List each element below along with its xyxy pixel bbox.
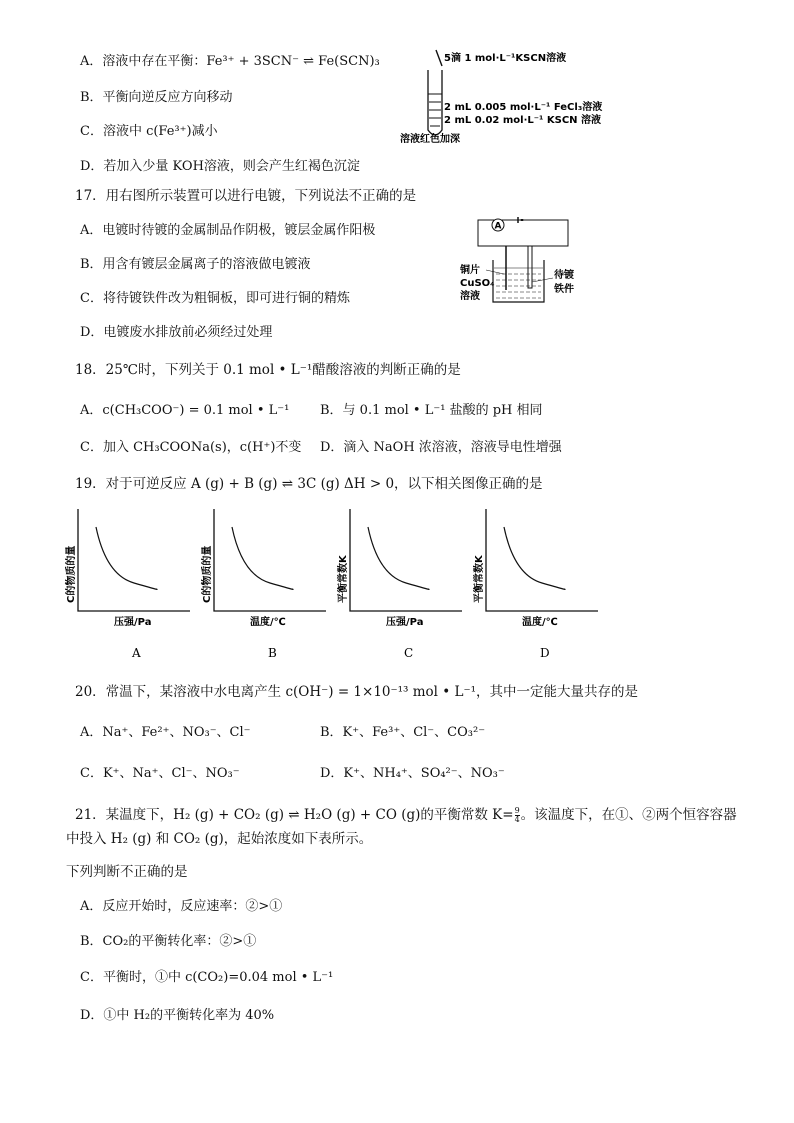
- q19-graph-ylabel: C的物质的量: [66, 545, 77, 603]
- q19-graphs: [62, 505, 622, 665]
- q17-plating-label-2: 铁件: [554, 284, 574, 295]
- q19-graph-letter: B: [268, 646, 277, 660]
- q19-graph-axes: [78, 509, 190, 611]
- q20-option-a: A．Na⁺、Fe²⁺、NO₃⁻、Cl⁻: [80, 725, 251, 740]
- q19-graph-ylabel: 平衡常数K: [338, 555, 349, 603]
- q17-ammeter-label: A: [494, 221, 502, 232]
- q16-drop-label: 5滴 1 mol·L⁻¹KSCN溶液: [444, 53, 567, 64]
- q17-plating-label-1: 待镀: [554, 270, 574, 281]
- q17-copper-label: 铜片: [460, 265, 480, 276]
- q21-k-denominator: 4: [514, 815, 520, 824]
- q19-graph-curve: [504, 527, 565, 589]
- q19-graph-a: [62, 505, 202, 665]
- q19-graph-curve: [232, 527, 293, 589]
- q19-graph-xlabel: 温度/℃: [250, 617, 286, 628]
- q21-k-numerator: 9: [514, 806, 520, 815]
- q21-stem-line-1: [75, 807, 737, 824]
- q19-graph-letter: A: [132, 646, 141, 660]
- q19-graph-axes: [214, 509, 326, 611]
- q17-option-a: A．电镀时待镀的金属制品作阴极，镀层金属作阳极: [80, 223, 376, 238]
- q16-test-tube-figure: [396, 44, 616, 154]
- q19-graph-xlabel: 压强/Pa: [114, 617, 152, 628]
- q19-graph-xlabel: 温度/℃: [522, 617, 558, 628]
- q17-option-d: D．电镀废水排放前必须经过处理: [80, 325, 273, 340]
- q20-stem: 20．常温下，某溶液中水电离产生 c(OH⁻) = 1×10⁻¹³ mol • L⁻¹，其中一定能大量共存的是: [75, 684, 639, 700]
- q21-stem-part-b: 。该温度下，在①、②两个恒容容器: [520, 807, 737, 823]
- q17-solution-label: 溶液: [460, 291, 480, 302]
- q16-caption: 溶液红色加深: [400, 134, 460, 145]
- q19-graph-c: [334, 505, 474, 665]
- q21-k-fraction: [515, 807, 520, 824]
- q16-solution-label-1: 2 mL 0.005 mol·L⁻¹ FeCl₃溶液: [444, 102, 603, 113]
- q19-graph-axes: [486, 509, 598, 611]
- q21-option-c: C．平衡时，①中 c(CO₂)=0.04 mol • L⁻¹: [80, 970, 334, 985]
- q16-option-a: A．溶液中存在平衡：Fe³⁺ + 3SCN⁻ ⇌ Fe(SCN)₃: [80, 54, 380, 69]
- q18-option-c: C．加入 CH₃COONa(s)，c(H⁺)不变: [80, 440, 302, 455]
- q19-graph-b: [198, 505, 338, 665]
- q19-graph-ylabel: C的物质的量: [202, 545, 213, 603]
- q19-graph-letter: C: [404, 646, 414, 660]
- q21-option-b: B．CO₂的平衡转化率：②>①: [80, 934, 257, 949]
- q17-option-c: C．将待镀铁件改为粗铜板，即可进行铜的精炼: [80, 291, 350, 306]
- q20-option-b: B．K⁺、Fe³⁺、Cl⁻、CO₃²⁻: [320, 725, 486, 740]
- q20-option-d: D．K⁺、NH₄⁺、SO₄²⁻、NO₃⁻: [320, 766, 505, 781]
- q18-stem: 18．25℃时，下列关于 0.1 mol • L⁻¹醋酸溶液的判断正确的是: [75, 362, 461, 378]
- q19-stem: 19．对于可逆反应 A (g) + B (g) ⇌ 3C (g) ΔH > 0，以下相关图像正确的是: [75, 476, 543, 492]
- q18-option-a: A．c(CH₃COO⁻) = 0.1 mol • L⁻¹: [80, 403, 290, 418]
- q21-stem-part-a: 21．某温度下，H₂ (g) + CO₂ (g) ⇌ H₂O (g) + CO (g)的平衡常数 K=: [75, 807, 514, 823]
- q17-cuso4-label: CuSO₄: [460, 278, 495, 289]
- q19-graph-curve: [96, 527, 157, 589]
- q19-graph-d: [470, 505, 610, 665]
- q16-option-c: C．溶液中 c(Fe³⁺)减小: [80, 124, 218, 139]
- q17-option-b: B．用含有镀层金属离子的溶液做电镀液: [80, 257, 311, 272]
- q18-option-d: D．滴入 NaOH 浓溶液，溶液导电性增强: [320, 440, 562, 455]
- q19-graph-xlabel: 压强/Pa: [386, 617, 424, 628]
- q16-solution-label-2: 2 mL 0.02 mol·L⁻¹ KSCN 溶液: [444, 115, 602, 126]
- q16-option-d: D．若加入少量 KOH溶液，则会产生红褐色沉淀: [80, 159, 360, 174]
- q19-graph-ylabel: 平衡常数K: [474, 555, 485, 603]
- q19-graph-axes: [350, 509, 462, 611]
- q21-option-d: D．①中 H₂的平衡转化率为 40%: [80, 1008, 275, 1023]
- q18-option-b: B．与 0.1 mol • L⁻¹ 盐酸的 pH 相同: [320, 403, 543, 418]
- q21-option-a: A．反应开始时，反应速率：②>①: [80, 899, 283, 914]
- q21-prompt: 下列判断不正确的是: [66, 864, 188, 880]
- q21-stem-line-2: 中投入 H₂ (g) 和 CO₂ (g)，起始浓度如下表所示。: [66, 831, 373, 847]
- q17-electroplating-figure: [458, 212, 598, 312]
- q19-graph-curve: [368, 527, 429, 589]
- q16-option-b: B．平衡向逆反应方向移动: [80, 90, 233, 105]
- q20-option-c: C．K⁺、Na⁺、Cl⁻、NO₃⁻: [80, 766, 240, 781]
- q19-graph-letter: D: [540, 646, 550, 660]
- q17-stem: 17．用右图所示装置可以进行电镀，下列说法不正确的是: [75, 188, 417, 204]
